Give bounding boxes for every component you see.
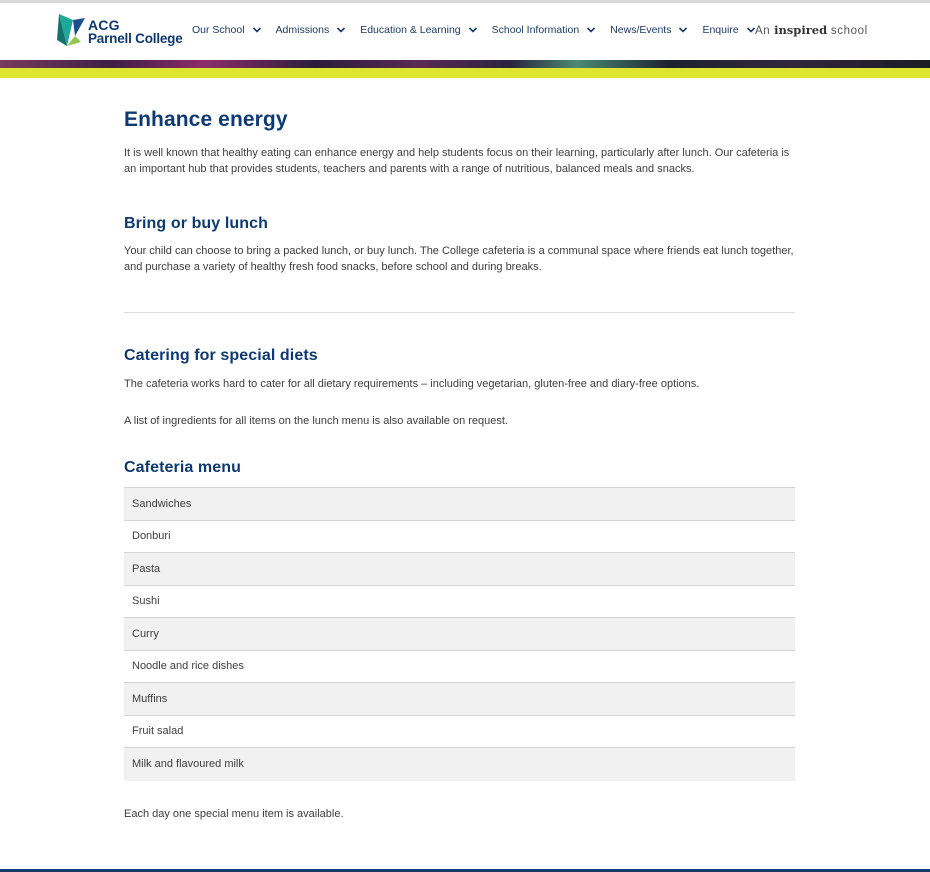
nav-label: Our School xyxy=(192,24,245,36)
nav-label: Enquire xyxy=(702,24,739,36)
tagline-suffix: school xyxy=(830,25,868,37)
nav-education-learning[interactable] xyxy=(360,24,477,36)
diets-paragraph: The cafeteria works hard to cater for all dietary requirements – including vegetarian, gluten-free and diary-free options. xyxy=(124,378,700,390)
nav-label: Admissions xyxy=(275,24,330,36)
intro-paragraph: It is well known that healthy eating can enhance energy and help students focus on their learning, particularly after lunch. Our cafeteria is an important hub that provides students, teachers and parents with a range of nutritious, balanced meals and snacks. xyxy=(124,147,790,175)
school-logo[interactable] xyxy=(57,13,187,53)
main-nav xyxy=(192,21,770,39)
nav-label: School Information xyxy=(491,24,580,36)
table-row: Muffins xyxy=(124,683,795,716)
logo-line-1: ACG xyxy=(88,17,120,33)
nav-school-information[interactable] xyxy=(492,24,597,36)
diets-heading: Catering for special diets xyxy=(124,347,318,364)
logo-line-2: Parnell College xyxy=(88,31,183,46)
hero-banner-strip xyxy=(0,60,930,78)
tagline-highlight: inspired xyxy=(774,23,828,37)
table-row: Pasta xyxy=(124,553,795,586)
ingredients-paragraph: A list of ingredients for all items on the lunch menu is also available on request. xyxy=(124,415,508,427)
chevron-down-icon xyxy=(336,25,346,35)
chevron-down-icon xyxy=(252,25,262,35)
section-divider xyxy=(124,312,795,313)
menu-heading: Cafeteria menu xyxy=(124,459,241,476)
nav-enquire[interactable] xyxy=(702,24,755,36)
lunch-heading: Bring or buy lunch xyxy=(124,215,269,232)
special-item-note: Each day one special menu item is available. xyxy=(124,808,344,820)
table-row: Sandwiches xyxy=(124,488,795,521)
lunch-paragraph: Your child can choose to bring a packed lunch, or buy lunch. The College cafeteria is a communal space where friends eat lunch together, and purchase a variety of healthy fresh food snacks, before school and during breaks. xyxy=(124,245,794,273)
table-row: Fruit salad xyxy=(124,716,795,749)
table-row: Donburi xyxy=(124,521,795,554)
page-title: Enhance energy xyxy=(124,108,288,131)
nav-label: News/Events xyxy=(610,24,672,36)
table-row: Noodle and rice dishes xyxy=(124,651,795,684)
logo-mark-icon xyxy=(57,14,87,48)
nav-our-school[interactable] xyxy=(192,24,262,36)
cafeteria-menu-table xyxy=(124,487,795,781)
nav-news-events[interactable] xyxy=(610,24,688,36)
site-header xyxy=(0,3,930,60)
tagline-prefix: An xyxy=(755,25,771,37)
inspired-school-tagline xyxy=(755,23,868,37)
table-row: Milk and flavoured milk xyxy=(124,748,795,781)
table-row: Curry xyxy=(124,618,795,651)
chevron-down-icon xyxy=(586,25,596,35)
nav-admissions[interactable] xyxy=(276,24,347,36)
chevron-down-icon xyxy=(678,25,688,35)
chevron-down-icon xyxy=(468,25,478,35)
nav-label: Education & Learning xyxy=(360,24,461,36)
table-row: Sushi xyxy=(124,586,795,619)
logo-wordmark xyxy=(88,18,183,46)
